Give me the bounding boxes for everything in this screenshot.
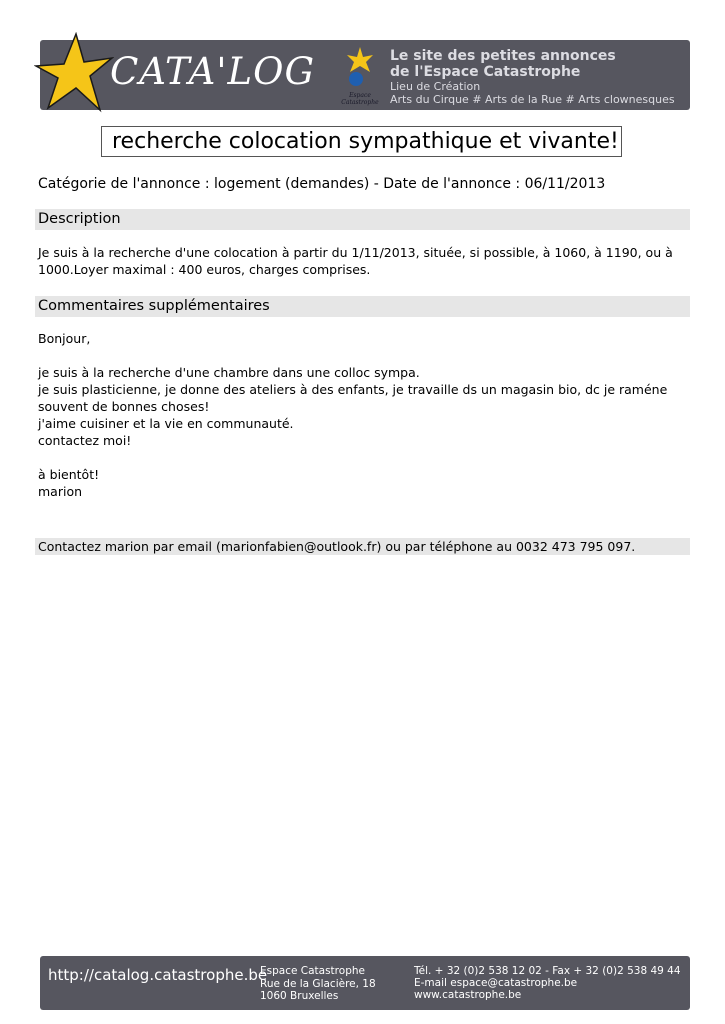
header-tagline [390, 48, 675, 106]
star-logo-icon [34, 32, 114, 114]
comments-line: marion [38, 484, 83, 499]
footer-email[interactable]: E-mail espace@catastrophe.be [414, 977, 578, 989]
description-line: 1000.Loyer maximal : 400 euros, charges comprises. [38, 262, 371, 277]
comments-line: contactez moi! [38, 433, 132, 448]
footer-address [260, 965, 376, 1003]
description-text [38, 244, 683, 278]
comments-line: je suis plasticienne, je donne des ateliers à des enfants, je travaille ds un magasin bio, dc je raméne [38, 382, 668, 397]
comments-line [38, 347, 683, 364]
ad-title: recherche colocation sympathique et vivante! [101, 126, 622, 157]
contact-line: Contactez marion par email (marionfabien@outlook.fr) ou par téléphone au 0032 473 795 097. [35, 538, 690, 555]
footer-phone: Tél. + 32 (0)2 538 12 02 - Fax + 32 (0)2 538 49 44 [414, 965, 681, 977]
comments-line: à bientôt! [38, 467, 100, 482]
comments-line: souvent de bonnes choses! [38, 399, 210, 414]
tagline-line-3: Lieu de Création [390, 80, 481, 93]
address-line: Espace Catastrophe [260, 965, 365, 977]
footer-banner [40, 956, 690, 1010]
comments-line: Bonjour, [38, 331, 91, 346]
ad-meta: Catégorie de l'annonce : logement (demandes) - Date de l'annonce : 06/11/2013 [38, 176, 606, 192]
tagline-line-1: Le site des petites annonces [390, 48, 616, 64]
footer-contact [414, 965, 681, 1001]
small-logo-caption: Espace Catastrophe [341, 92, 379, 106]
tagline-line-4: Arts du Cirque # Arts de la Rue # Arts clownesques [390, 93, 675, 106]
comments-line: j'aime cuisiner et la vie en communauté. [38, 416, 294, 431]
address-line: Rue de la Glacière, 18 [260, 977, 376, 990]
footer-url-link[interactable]: http://catalog.catastrophe.be [48, 966, 268, 984]
logo-text: CATA'LOG [110, 50, 316, 93]
comments-line: je suis à la recherche d'une chambre dans une colloc sympa. [38, 365, 420, 380]
footer-website-link[interactable]: www.catastrophe.be [414, 989, 522, 1001]
comments-text [38, 330, 683, 500]
comments-line [38, 449, 683, 466]
address-line: 1060 Bruxelles [260, 990, 339, 1002]
comments-heading: Commentaires supplémentaires [35, 296, 690, 317]
description-line: Je suis à la recherche d'une colocation à partir du 1/11/2013, située, si possible, à 1060, à 1190, ou à [38, 245, 673, 260]
tagline-line-2: de l'Espace Catastrophe [390, 64, 581, 80]
description-heading: Description [35, 209, 690, 230]
